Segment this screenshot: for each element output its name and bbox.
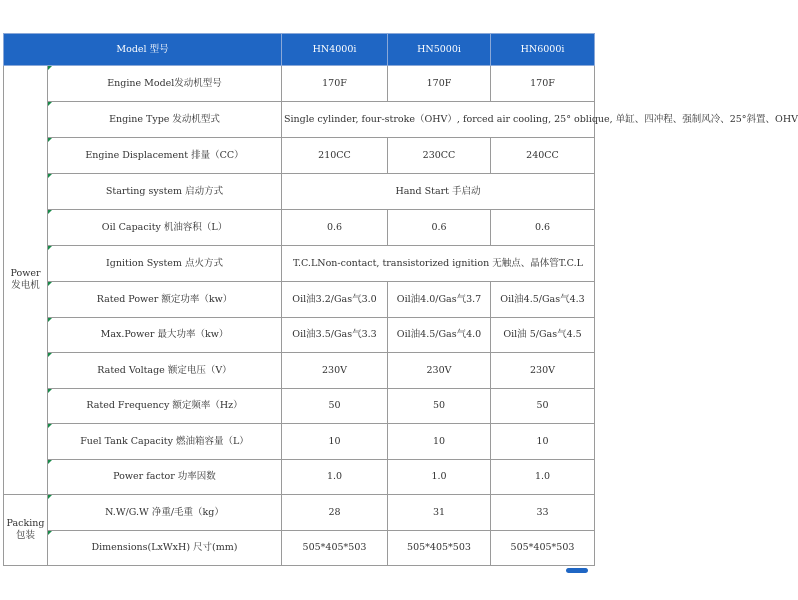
value-cell: 28 bbox=[282, 495, 388, 531]
model-header: Model 型号 bbox=[4, 34, 282, 66]
value-cell: 1.0 bbox=[491, 460, 595, 495]
value-cell: 10 bbox=[491, 424, 595, 460]
table-row bbox=[4, 138, 595, 174]
value-cell: 230CC bbox=[388, 138, 491, 174]
value-cell: Oil油4.5/Gas气4.0 bbox=[388, 318, 491, 353]
merged-value: Hand Start 手启动 bbox=[282, 174, 595, 210]
value-cell: 10 bbox=[388, 424, 491, 460]
value-cell: 505*405*503 bbox=[282, 531, 388, 566]
value-cell: Oil油 5/Gas气4.5 bbox=[491, 318, 595, 353]
table-row bbox=[4, 174, 595, 210]
table-row bbox=[4, 531, 595, 566]
value-cell: 10 bbox=[282, 424, 388, 460]
parameter-name: Rated Frequency 额定频率（Hz） bbox=[48, 389, 282, 424]
section-category: Power 发电机 bbox=[4, 66, 48, 495]
value-cell: Oil油4.0/Gas气3.7 bbox=[388, 282, 491, 318]
value-cell: 1.0 bbox=[388, 460, 491, 495]
value-cell: 240CC bbox=[491, 138, 595, 174]
value-cell: Oil油3.2/Gas气3.0 bbox=[282, 282, 388, 318]
model-header-hn4000i: HN4000i bbox=[282, 34, 388, 66]
value-cell: 230V bbox=[388, 353, 491, 389]
parameter-name: Oil Capacity 机油容积（L） bbox=[48, 210, 282, 246]
table-row bbox=[4, 318, 595, 353]
table-row bbox=[4, 210, 595, 246]
value-cell: 0.6 bbox=[388, 210, 491, 246]
parameter-name: Fuel Tank Capacity 燃油箱容量（L） bbox=[48, 424, 282, 460]
value-cell: Oil油4.5/Gas气4.3 bbox=[491, 282, 595, 318]
value-cell: 1.0 bbox=[282, 460, 388, 495]
parameter-name: Engine Type 发动机型式 bbox=[48, 102, 282, 138]
parameter-name: Max.Power 最大功率（kw） bbox=[48, 318, 282, 353]
spec-table bbox=[3, 33, 798, 566]
table-row bbox=[4, 353, 595, 389]
merged-value: Single cylinder, four-stroke（OHV）, forced air cooling, 25° oblique, 单缸、四冲程、强制风冷、25°斜置、OHV bbox=[282, 102, 595, 138]
table-row bbox=[4, 66, 595, 102]
model-header-hn6000i: HN6000i bbox=[491, 34, 595, 66]
parameter-name: Rated Power 额定功率（kw） bbox=[48, 282, 282, 318]
value-cell: 170F bbox=[491, 66, 595, 102]
value-cell: 505*405*503 bbox=[491, 531, 595, 566]
header-row bbox=[4, 34, 595, 66]
value-cell: 210CC bbox=[282, 138, 388, 174]
table-row bbox=[4, 282, 595, 318]
merged-value: T.C.LNon-contact, transistorized ignition 无触点、晶体管T.C.L bbox=[282, 246, 595, 282]
spec-body bbox=[4, 66, 798, 566]
parameter-name: Dimensions(LxWxH) 尺寸(mm) bbox=[48, 531, 282, 566]
table-row bbox=[4, 495, 595, 531]
table-row bbox=[4, 460, 595, 495]
value-cell: 230V bbox=[491, 353, 595, 389]
value-cell: 230V bbox=[282, 353, 388, 389]
value-cell: 0.6 bbox=[282, 210, 388, 246]
value-cell: 50 bbox=[388, 389, 491, 424]
value-cell: 31 bbox=[388, 495, 491, 531]
parameter-name: Ignition System 点火方式 bbox=[48, 246, 282, 282]
table-row bbox=[4, 102, 595, 138]
value-cell: 33 bbox=[491, 495, 595, 531]
value-cell: 170F bbox=[388, 66, 491, 102]
corner-mark bbox=[566, 568, 588, 573]
value-cell: 50 bbox=[491, 389, 595, 424]
parameter-name: Rated Voltage 额定电压（V） bbox=[48, 353, 282, 389]
value-cell: Oil油3.5/Gas气3.3 bbox=[282, 318, 388, 353]
value-cell: 170F bbox=[282, 66, 388, 102]
model-header-hn5000i: HN5000i bbox=[388, 34, 491, 66]
value-cell: 0.6 bbox=[491, 210, 595, 246]
parameter-name: Power factor 功率因数 bbox=[48, 460, 282, 495]
value-cell: 50 bbox=[282, 389, 388, 424]
parameter-name: Engine Model发动机型号 bbox=[48, 66, 282, 102]
table-row bbox=[4, 246, 595, 282]
parameter-name: N.W/G.W 净重/毛重（kg） bbox=[48, 495, 282, 531]
parameter-name: Starting system 启动方式 bbox=[48, 174, 282, 210]
value-cell: 505*405*503 bbox=[388, 531, 491, 566]
table-row bbox=[4, 389, 595, 424]
section-category: Packing 包装 bbox=[4, 495, 48, 566]
table-row bbox=[4, 424, 595, 460]
parameter-name: Engine Displacement 排量（CC） bbox=[48, 138, 282, 174]
